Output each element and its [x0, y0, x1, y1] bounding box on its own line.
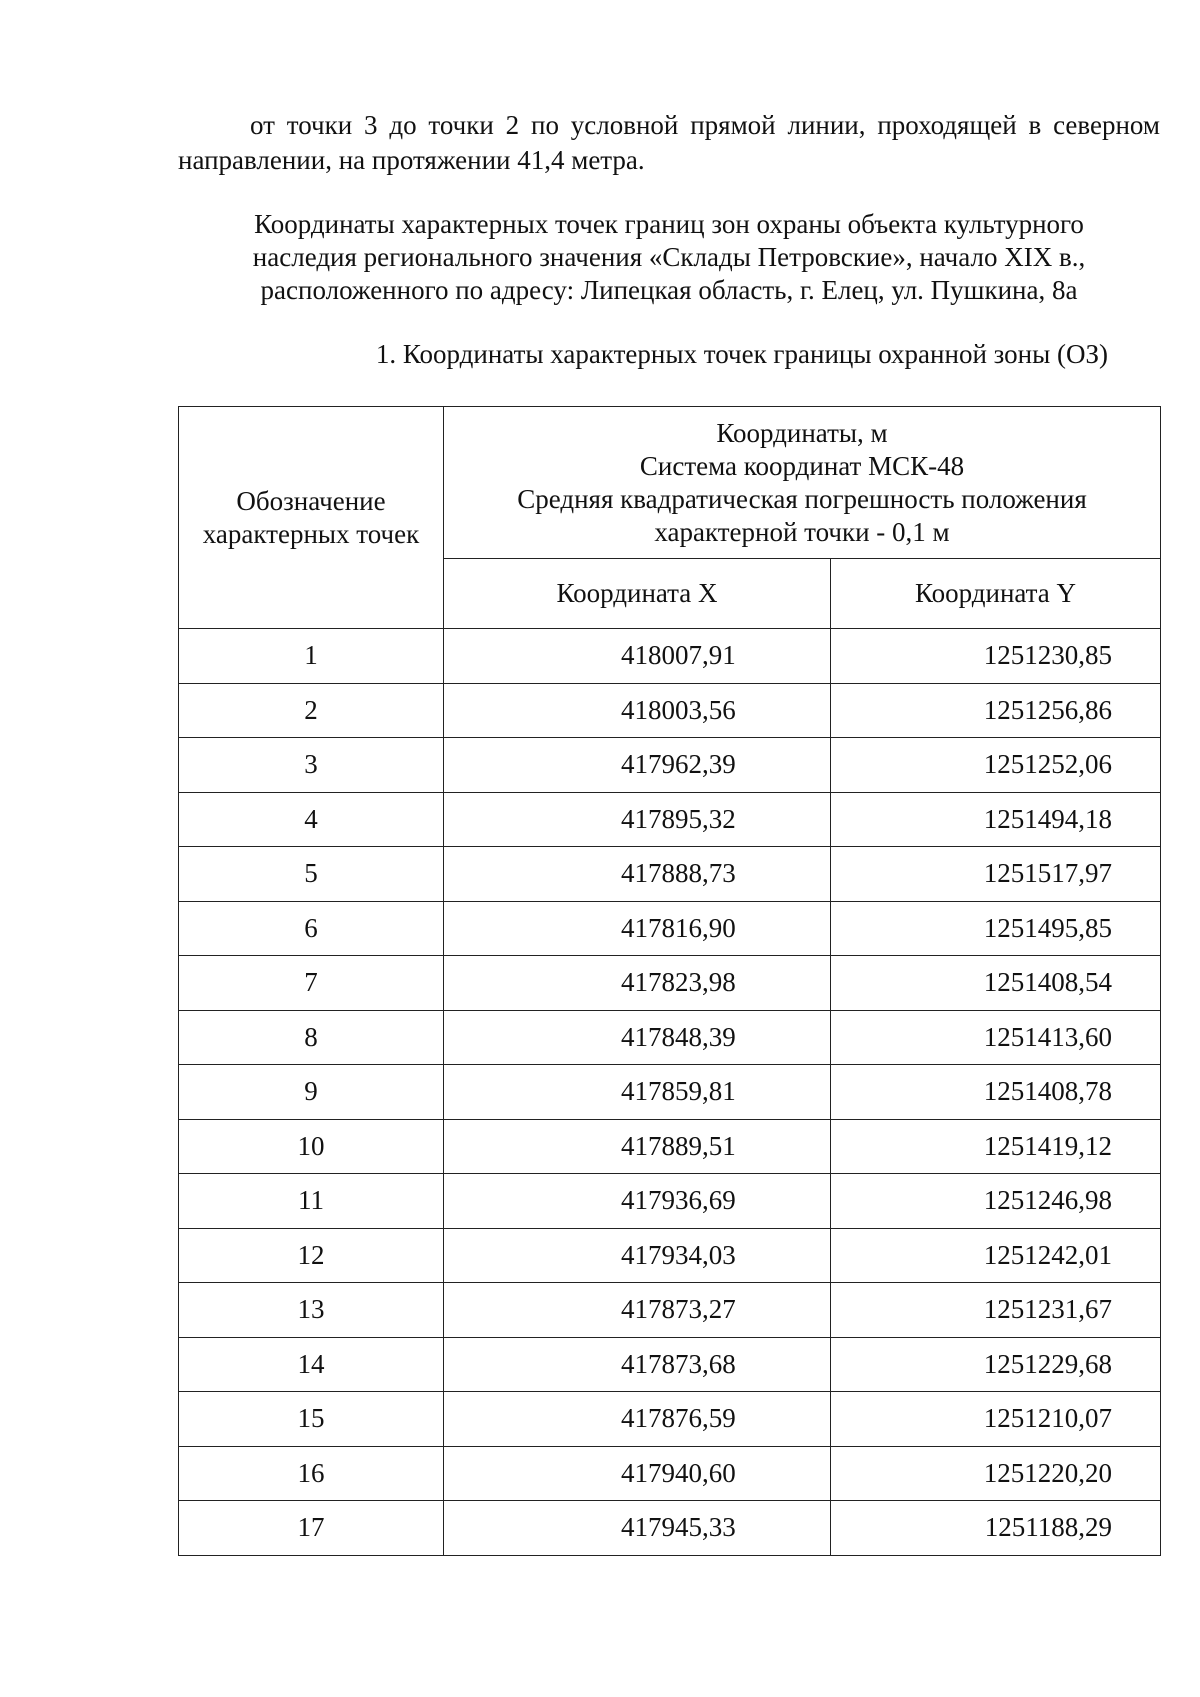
- x-coordinate-cell: 417895,32: [444, 792, 831, 847]
- x-coordinate-cell: 417816,90: [444, 901, 831, 956]
- point-cell: 2: [179, 683, 444, 738]
- table-row: [179, 1065, 1161, 1120]
- x-coordinate-cell: 417848,39: [444, 1010, 831, 1065]
- point-cell: 13: [179, 1283, 444, 1338]
- point-cell: 15: [179, 1392, 444, 1447]
- x-coordinate-cell: 418003,56: [444, 683, 831, 738]
- table-row: [179, 738, 1161, 793]
- heading-line-1: Координаты характерных точек границ зон охраны объекта культурного: [254, 209, 1084, 239]
- x-coordinate-cell: 417859,81: [444, 1065, 831, 1120]
- y-coordinate-cell: 1251210,07: [831, 1392, 1161, 1447]
- table-row: [179, 1501, 1161, 1556]
- table-row: [179, 1228, 1161, 1283]
- y-coordinate-cell: 1251413,60: [831, 1010, 1161, 1065]
- table-row: [179, 901, 1161, 956]
- x-coordinate-cell: 417962,39: [444, 738, 831, 793]
- table-body: [179, 629, 1161, 1556]
- x-coordinate-cell: 417873,27: [444, 1283, 831, 1338]
- x-coordinate-cell: 417889,51: [444, 1119, 831, 1174]
- y-coordinate-cell: 1251246,98: [831, 1174, 1161, 1229]
- table-row: [179, 1174, 1161, 1229]
- table-row: [179, 847, 1161, 902]
- table-row: [179, 1119, 1161, 1174]
- point-cell: 17: [179, 1501, 444, 1556]
- table-header-row: [179, 407, 1161, 559]
- x-coordinate-cell: 417888,73: [444, 847, 831, 902]
- coordinates-table: [178, 406, 1161, 1556]
- table-row: [179, 1010, 1161, 1065]
- point-cell: 7: [179, 956, 444, 1011]
- point-cell: 10: [179, 1119, 444, 1174]
- heading-line-2: наследия регионального значения «Склады Петровские», начало XIX в.,: [252, 242, 1086, 272]
- table-row: [179, 1392, 1161, 1447]
- table-row: [179, 629, 1161, 684]
- x-coordinate-cell: 418007,91: [444, 629, 831, 684]
- y-coordinate-cell: 1251231,67: [831, 1283, 1161, 1338]
- point-cell: 1: [179, 629, 444, 684]
- point-cell: 14: [179, 1337, 444, 1392]
- point-cell: 3: [179, 738, 444, 793]
- document-heading: [178, 208, 1160, 307]
- table-row: [179, 792, 1161, 847]
- x-coordinate-cell: 417940,60: [444, 1446, 831, 1501]
- table-row: [179, 1283, 1161, 1338]
- point-cell: 6: [179, 901, 444, 956]
- table-row: [179, 1337, 1161, 1392]
- y-coordinate-cell: 1251517,97: [831, 847, 1161, 902]
- y-coordinate-cell: 1251230,85: [831, 629, 1161, 684]
- point-label-header-line-2: характерных точек: [202, 518, 420, 549]
- y-coordinate-cell: 1251252,06: [831, 738, 1161, 793]
- group-header-line-1: Координаты, м: [716, 417, 888, 448]
- table-row: [179, 956, 1161, 1011]
- point-label-header: [179, 407, 444, 629]
- y-coordinate-cell: 1251408,78: [831, 1065, 1161, 1120]
- x-coordinate-cell: 417873,68: [444, 1337, 831, 1392]
- y-coordinate-cell: 1251419,12: [831, 1119, 1161, 1174]
- x-coordinate-cell: 417823,98: [444, 956, 831, 1011]
- section-title: 1. Координаты характерных точек границы охранной зоны (ОЗ): [375, 339, 1108, 369]
- point-cell: 9: [179, 1065, 444, 1120]
- point-label-header-line-1: Обозначение: [236, 485, 386, 516]
- group-header-line-2: Система координат МСК-48: [639, 450, 965, 481]
- intro-line-1: от точки 3 до точки 2 по условной прямой линии, проходящей в северном: [250, 110, 1160, 140]
- x-column-header: Координата X: [444, 559, 831, 629]
- x-coordinate-cell: 417934,03: [444, 1228, 831, 1283]
- point-cell: 5: [179, 847, 444, 902]
- y-column-header: Координата Y: [831, 559, 1161, 629]
- x-coordinate-cell: 417945,33: [444, 1501, 831, 1556]
- y-coordinate-cell: 1251188,29: [831, 1501, 1161, 1556]
- x-coordinate-cell: 417936,69: [444, 1174, 831, 1229]
- y-coordinate-cell: 1251408,54: [831, 956, 1161, 1011]
- group-header-line-3: Средняя квадратическая погрешность положения: [517, 483, 1087, 514]
- y-coordinate-cell: 1251495,85: [831, 901, 1161, 956]
- point-cell: 11: [179, 1174, 444, 1229]
- x-coordinate-cell: 417876,59: [444, 1392, 831, 1447]
- y-coordinate-cell: 1251256,86: [831, 683, 1161, 738]
- y-coordinate-cell: 1251229,68: [831, 1337, 1161, 1392]
- intro-line-2: направлении, на протяжении 41,4 метра.: [178, 145, 645, 175]
- intro-paragraph: [178, 108, 1160, 178]
- y-coordinate-cell: 1251220,20: [831, 1446, 1161, 1501]
- point-cell: 8: [179, 1010, 444, 1065]
- point-cell: 16: [179, 1446, 444, 1501]
- coordinates-group-header: [444, 407, 1161, 559]
- table-row: [179, 683, 1161, 738]
- heading-line-3: расположенного по адресу: Липецкая область, г. Елец, ул. Пушкина, 8а: [260, 275, 1078, 305]
- y-coordinate-cell: 1251494,18: [831, 792, 1161, 847]
- group-header-line-4: характерной точки - 0,1 м: [654, 516, 950, 547]
- point-cell: 12: [179, 1228, 444, 1283]
- point-cell: 4: [179, 792, 444, 847]
- y-coordinate-cell: 1251242,01: [831, 1228, 1161, 1283]
- table-row: [179, 1446, 1161, 1501]
